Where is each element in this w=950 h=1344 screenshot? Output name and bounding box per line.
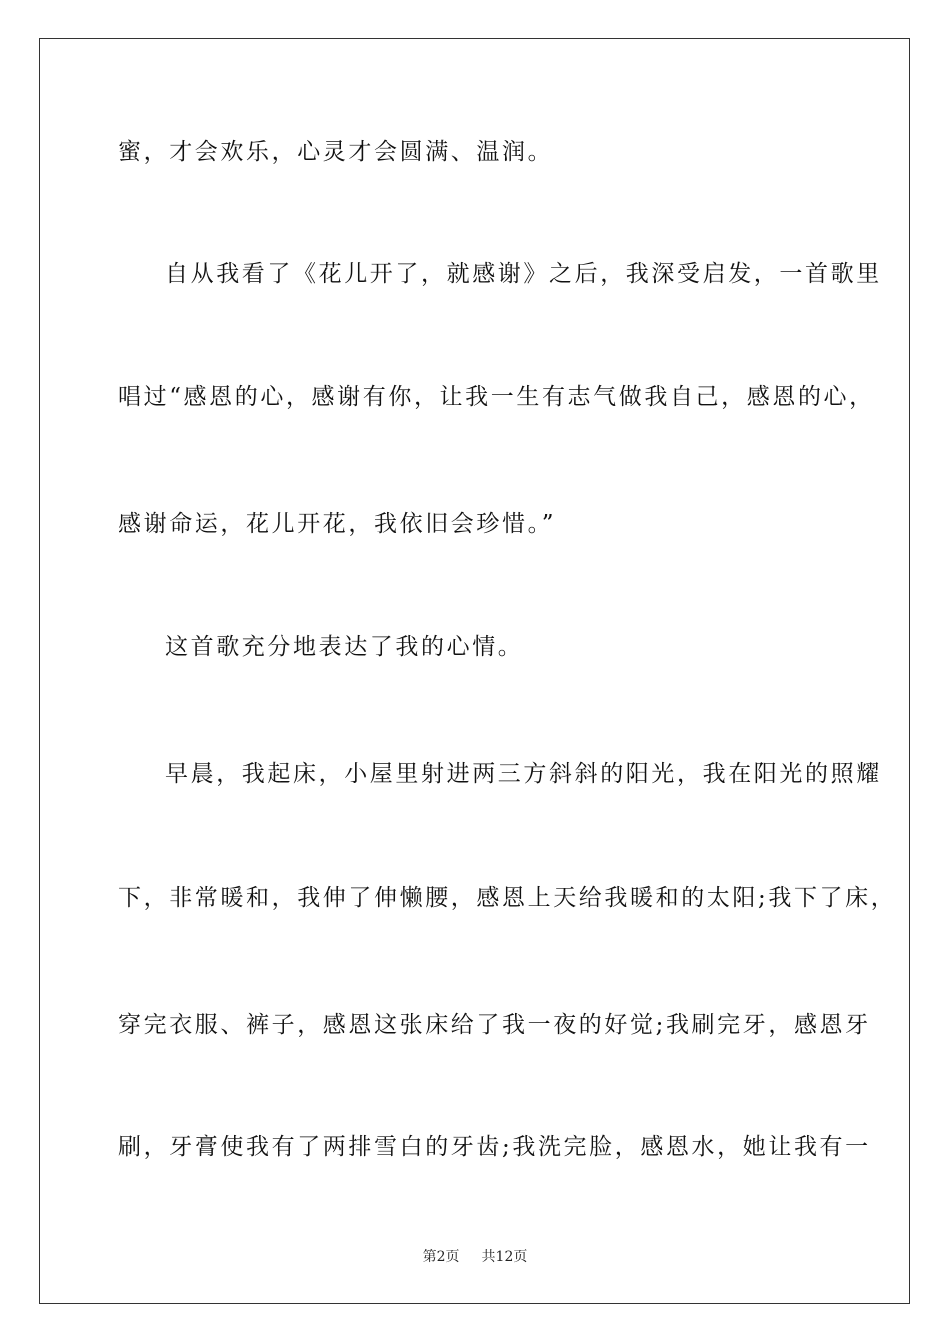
page-footer <box>0 1246 950 1266</box>
text-line-2: 自从我看了《花儿开了，就感谢》之后，我深受启发，一首歌里 <box>165 261 882 287</box>
text-line-9: 刷，牙膏使我有了两排雪白的牙齿;我洗完脸，感恩水，她让我有一 <box>118 1134 871 1160</box>
total-pages: 共12页 <box>481 1249 528 1265</box>
page-frame <box>39 38 910 1304</box>
text-line-7: 下，非常暖和，我伸了伸懒腰，感恩上天给我暖和的太阳;我下了床， <box>118 885 897 911</box>
text-line-8: 穿完衣服、裤子，感恩这张床给了我一夜的好觉;我刷完牙，感恩牙 <box>118 1012 871 1038</box>
text-line-4: 感谢命运，花儿开花，我依旧会珍惜。” <box>118 511 557 537</box>
text-line-1: 蜜，才会欢乐，心灵才会圆满、温润。 <box>118 139 554 165</box>
text-line-3: 唱过“感恩的心，感谢有你，让我一生有志气做我自己，感恩的心， <box>118 384 875 410</box>
text-line-6: 早晨，我起床，小屋里射进两三方斜斜的阳光，我在阳光的照耀 <box>165 761 882 787</box>
page-number: 第2页 <box>422 1249 460 1265</box>
text-line-5: 这首歌充分地表达了我的心情。 <box>165 634 524 660</box>
